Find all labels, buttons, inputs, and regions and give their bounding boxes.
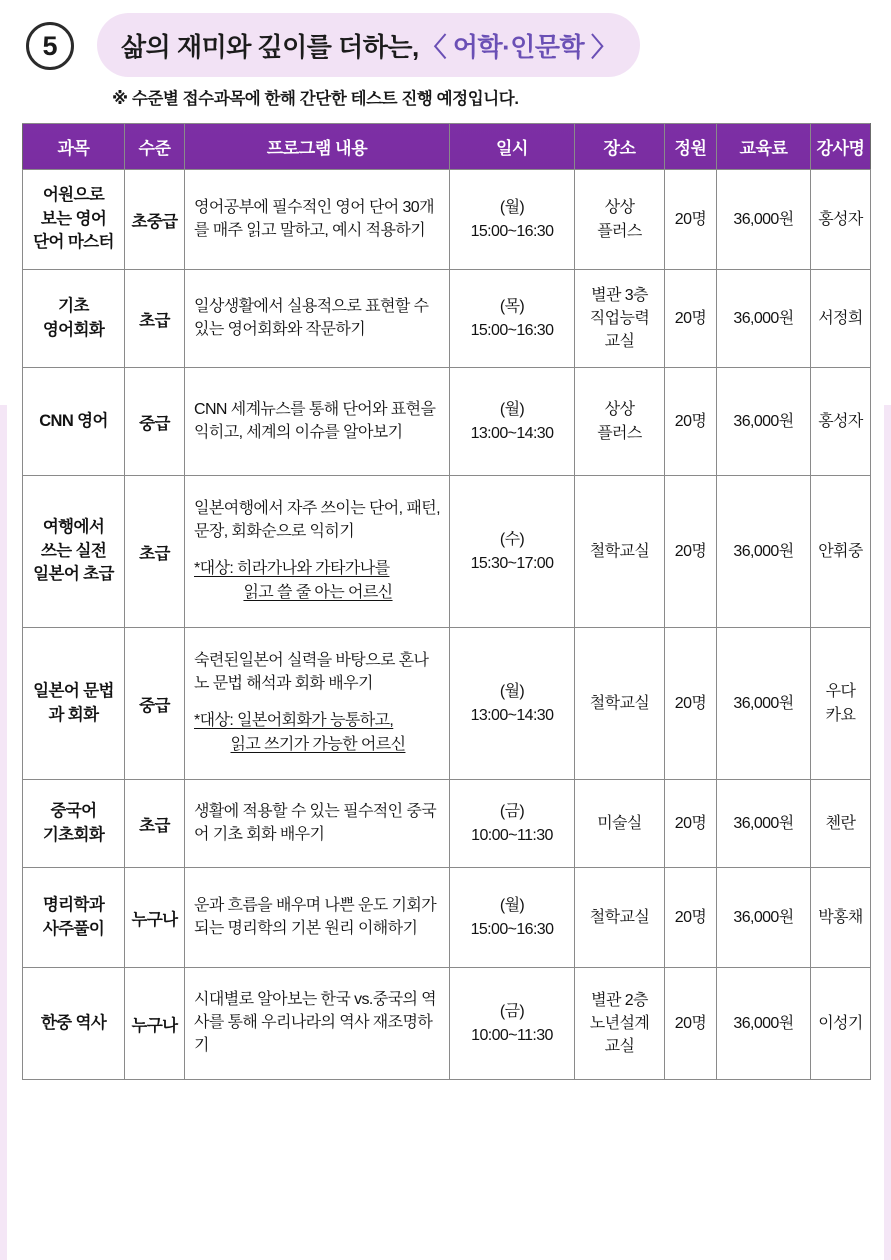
cell-instructor: 홍성자 [811,170,871,270]
cell-capacity: 20명 [665,968,717,1080]
table-row [23,780,871,868]
cell-place: 미술실 [575,780,665,868]
table-row [23,968,871,1080]
cell-fee: 36,000원 [717,868,811,968]
column-header-place: 장소 [575,124,665,170]
cell-level: 중급 [125,628,185,780]
content-target-note: *대상: 일본어회화가 능통하고, 읽고 쓰기가 가능한 어르신 [194,711,406,753]
cell-subject: 기초 영어회화 [23,270,125,368]
column-header-subject: 과목 [23,124,125,170]
cell-capacity: 20명 [665,170,717,270]
cell-level: 누구나 [125,868,185,968]
content-description: 일상생활에서 실용적으로 표현할 수 있는 영어회화와 작문하기 [194,297,429,338]
cell-capacity: 20명 [665,868,717,968]
section-title-main: 삶의 재미와 깊이를 더하는, [121,31,419,62]
cell-place: 별관 3층 직업능력 교실 [575,270,665,368]
cell-datetime: (월) 13:00~14:30 [450,368,575,476]
cell-content [185,368,450,476]
cell-place: 철학교실 [575,628,665,780]
table-header-row [23,124,871,170]
course-table-body [23,170,871,1080]
cell-capacity: 20명 [665,368,717,476]
cell-content [185,628,450,780]
decorative-edge-left [0,405,7,1260]
cell-fee: 36,000원 [717,476,811,628]
content-description: 숙련된일본어 실력을 바탕으로 혼나노 문법 해석과 회화 배우기 [194,652,429,692]
table-row [23,270,871,368]
cell-datetime: (월) 15:00~16:30 [450,868,575,968]
section-header [0,0,891,120]
table-row [23,368,871,476]
cell-datetime: (월) 15:00~16:30 [450,170,575,270]
content-description: 일본여행에서 자주 쓰이는 단어, 패턴, 문장, 회화순으로 익히기 [194,500,440,540]
cell-subject: 일본어 문법 과 회화 [23,628,125,780]
cell-level: 초급 [125,780,185,868]
column-header-instructor: 강사명 [811,124,871,170]
cell-fee: 36,000원 [717,270,811,368]
course-table-head [23,124,871,170]
cell-instructor: 우다 카요 [811,628,871,780]
column-header-capacity: 정원 [665,124,717,170]
cell-capacity: 20명 [665,780,717,868]
cell-level: 초중급 [125,170,185,270]
cell-datetime: (목) 15:00~16:30 [450,270,575,368]
column-header-content: 프로그램 내용 [185,124,450,170]
cell-fee: 36,000원 [717,780,811,868]
section-number-badge: 5 [26,22,74,70]
cell-content [185,170,450,270]
cell-datetime: (금) 10:00~11:30 [450,780,575,868]
cell-subject: 중국어 기초회화 [23,780,125,868]
cell-level: 중급 [125,368,185,476]
content-description: 생활에 적용할 수 있는 필수적인 중국어 기초 회화 배우기 [194,802,437,843]
course-table [22,123,871,1080]
cell-instructor: 첸란 [811,780,871,868]
table-row [23,628,871,780]
cell-instructor: 이성기 [811,968,871,1080]
cell-content [185,270,450,368]
table-row [23,170,871,270]
cell-subject: 어원으로 보는 영어 단어 마스터 [23,170,125,270]
table-row [23,476,871,628]
cell-instructor: 서정희 [811,270,871,368]
cell-subject: CNN 영어 [23,368,125,476]
cell-datetime: (월) 13:00~14:30 [450,628,575,780]
cell-content [185,868,450,968]
cell-place: 상상 플러스 [575,170,665,270]
cell-subject: 한중 역사 [23,968,125,1080]
cell-level: 초급 [125,476,185,628]
cell-fee: 36,000원 [717,968,811,1080]
cell-level: 누구나 [125,968,185,1080]
decorative-edge-right [884,405,891,1260]
cell-datetime: (금) 10:00~11:30 [450,968,575,1080]
column-header-fee: 교육료 [717,124,811,170]
cell-content [185,476,450,628]
cell-instructor: 홍성자 [811,368,871,476]
course-table-wrapper [22,123,870,1080]
column-header-level: 수준 [125,124,185,170]
cell-place: 철학교실 [575,476,665,628]
cell-subject: 여행에서 쓰는 실전 일본어 초급 [23,476,125,628]
cell-place: 상상 플러스 [575,368,665,476]
section-notice: ※ 수준별 접수과목에 한해 간단한 테스트 진행 예정입니다. [112,90,519,108]
cell-place: 철학교실 [575,868,665,968]
content-description: 운과 흐름을 배우며 나쁜 운도 기회가 되는 명리학의 기본 원리 이해하기 [194,896,437,937]
cell-content [185,968,450,1080]
content-description: CNN 세계뉴스를 통해 단어와 표현을 익히고, 세계의 이슈를 알아보기 [194,400,436,441]
cell-content [185,780,450,868]
cell-capacity: 20명 [665,270,717,368]
cell-fee: 36,000원 [717,170,811,270]
column-header-datetime: 일시 [450,124,575,170]
content-target-note: *대상: 히라가나와 가타가나를 읽고 쓸 줄 아는 어르신 [194,559,393,601]
section-title-accent: 〈 어학·인문학 〉 [420,31,617,62]
cell-datetime: (수) 15:30~17:00 [450,476,575,628]
cell-instructor: 안휘중 [811,476,871,628]
content-description: 시대별로 알아보는 한국 vs.중국의 역사를 통해 우리나라의 역사 재조명하기 [194,991,437,1054]
cell-place: 별관 2층 노년설계 교실 [575,968,665,1080]
cell-subject: 명리학과 사주풀이 [23,868,125,968]
cell-level: 초급 [125,270,185,368]
table-row [23,868,871,968]
cell-instructor: 박홍채 [811,868,871,968]
cell-fee: 36,000원 [717,368,811,476]
section-title-pill [97,13,640,77]
cell-capacity: 20명 [665,476,717,628]
cell-capacity: 20명 [665,628,717,780]
cell-fee: 36,000원 [717,628,811,780]
content-description: 영어공부에 필수적인 영어 단어 30개를 매주 읽고 말하고, 예시 적용하기 [194,198,434,239]
